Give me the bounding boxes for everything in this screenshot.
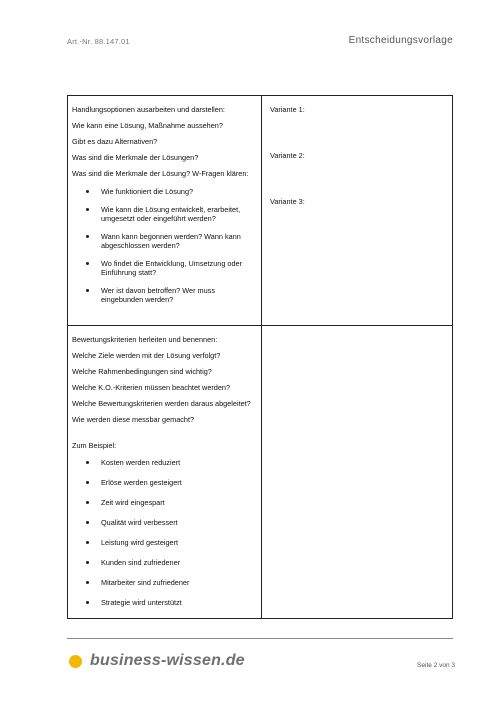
bullet-icon — [86, 262, 89, 265]
list-item-text: Wann kann begonnen werden? Wann kann abgeschlossen werden? — [101, 232, 241, 250]
variant-3-label: Variante 3: — [270, 197, 305, 206]
bullet-icon — [86, 481, 89, 484]
list-item-text: Wer ist davon betroffen? Wer muss eingebunden werden? — [101, 286, 215, 304]
criteria-heading: Bewertungskriterien herleiten und benennen: — [72, 335, 218, 344]
bullet-icon — [86, 581, 89, 584]
options-question: Wie kann eine Lösung, Maßnahme aussehen? — [72, 121, 223, 130]
list-item-text: Erlöse werden gesteigert — [101, 478, 182, 487]
bullet-icon — [86, 289, 89, 292]
list-item-text: Kunden sind zufriedener — [101, 558, 181, 567]
variants-cell — [262, 96, 453, 326]
bullet-icon — [86, 190, 89, 193]
list-item-text: Wie kann die Lösung entwickelt, erarbeitet, umgesetzt oder eingeführt werden? — [101, 205, 241, 223]
bullet-icon — [86, 601, 89, 604]
criteria-question: Welche Rahmenbedingungen sind wichtig? — [72, 367, 212, 376]
list-item-text: Mitarbeiter sind zufriedener — [101, 578, 190, 587]
list-item-text: Zeit wird eingespart — [101, 498, 165, 507]
criteria-question: Welche Bewertungskriterien werden daraus abgeleitet? — [72, 399, 251, 408]
bullet-icon — [86, 208, 89, 211]
list-item — [72, 259, 257, 277]
list-item — [72, 478, 257, 487]
options-question: Gibt es dazu Alternativen? — [72, 137, 158, 146]
options-cell — [68, 96, 262, 326]
logo-text: business-wissen.de — [90, 652, 245, 669]
bullet-icon — [86, 461, 89, 464]
criteria-example-list — [72, 458, 257, 607]
list-item — [72, 187, 257, 196]
bullet-icon — [86, 561, 89, 564]
decision-table — [67, 95, 453, 619]
list-item-text: Leistung wird gesteigert — [101, 538, 179, 547]
criteria-cell — [68, 326, 262, 619]
example-label: Zum Beispiel: — [72, 441, 117, 450]
list-item-text: Wo findet die Entwicklung, Umsetzung oder Einführung statt? — [101, 259, 243, 277]
page-number: Seite 2 von 3 — [417, 662, 455, 669]
variant-2-label: Variante 2: — [270, 151, 305, 160]
article-number: Art.-Nr. 88.147.01 — [67, 37, 130, 46]
bullet-icon — [86, 541, 89, 544]
list-item — [72, 498, 257, 507]
bullet-icon — [86, 235, 89, 238]
criteria-question: Wie werden diese messbar gemacht? — [72, 415, 195, 424]
criteria-notes-cell — [262, 326, 453, 619]
variant-1-label: Variante 1: — [270, 105, 305, 114]
list-item-text: Strategie wird unterstützt — [101, 598, 182, 607]
list-item-text: Qualität wird verbessert — [101, 518, 178, 527]
list-item — [72, 518, 257, 527]
list-item — [72, 578, 257, 587]
criteria-question: Welche Ziele werden mit der Lösung verfolgt? — [72, 351, 221, 360]
criteria-question: Welche K.O.-Kriterien müssen beachtet werden? — [72, 383, 231, 392]
document-type-title: Entscheidungsvorlage — [348, 35, 453, 46]
list-item — [72, 232, 257, 250]
logo-dot-icon — [69, 655, 82, 668]
options-question: Was sind die Merkmale der Lösungen? — [72, 153, 199, 162]
list-item-text: Kosten werden reduziert — [101, 458, 181, 467]
bullet-icon — [86, 521, 89, 524]
footer-divider — [67, 638, 453, 639]
list-item — [72, 286, 257, 304]
list-item — [72, 538, 257, 547]
bullet-icon — [86, 501, 89, 504]
options-bullet-list — [72, 187, 257, 304]
brand-logo[interactable] — [69, 652, 245, 670]
list-item — [72, 205, 257, 223]
list-item — [72, 558, 257, 567]
options-question: Was sind die Merkmale der Lösung? W-Fragen klären: — [72, 169, 249, 178]
list-item-text: Wie funktioniert die Lösung? — [101, 187, 194, 196]
list-item — [72, 598, 257, 607]
list-item — [72, 458, 257, 467]
options-heading: Handlungsoptionen ausarbeiten und darstellen: — [72, 105, 225, 114]
